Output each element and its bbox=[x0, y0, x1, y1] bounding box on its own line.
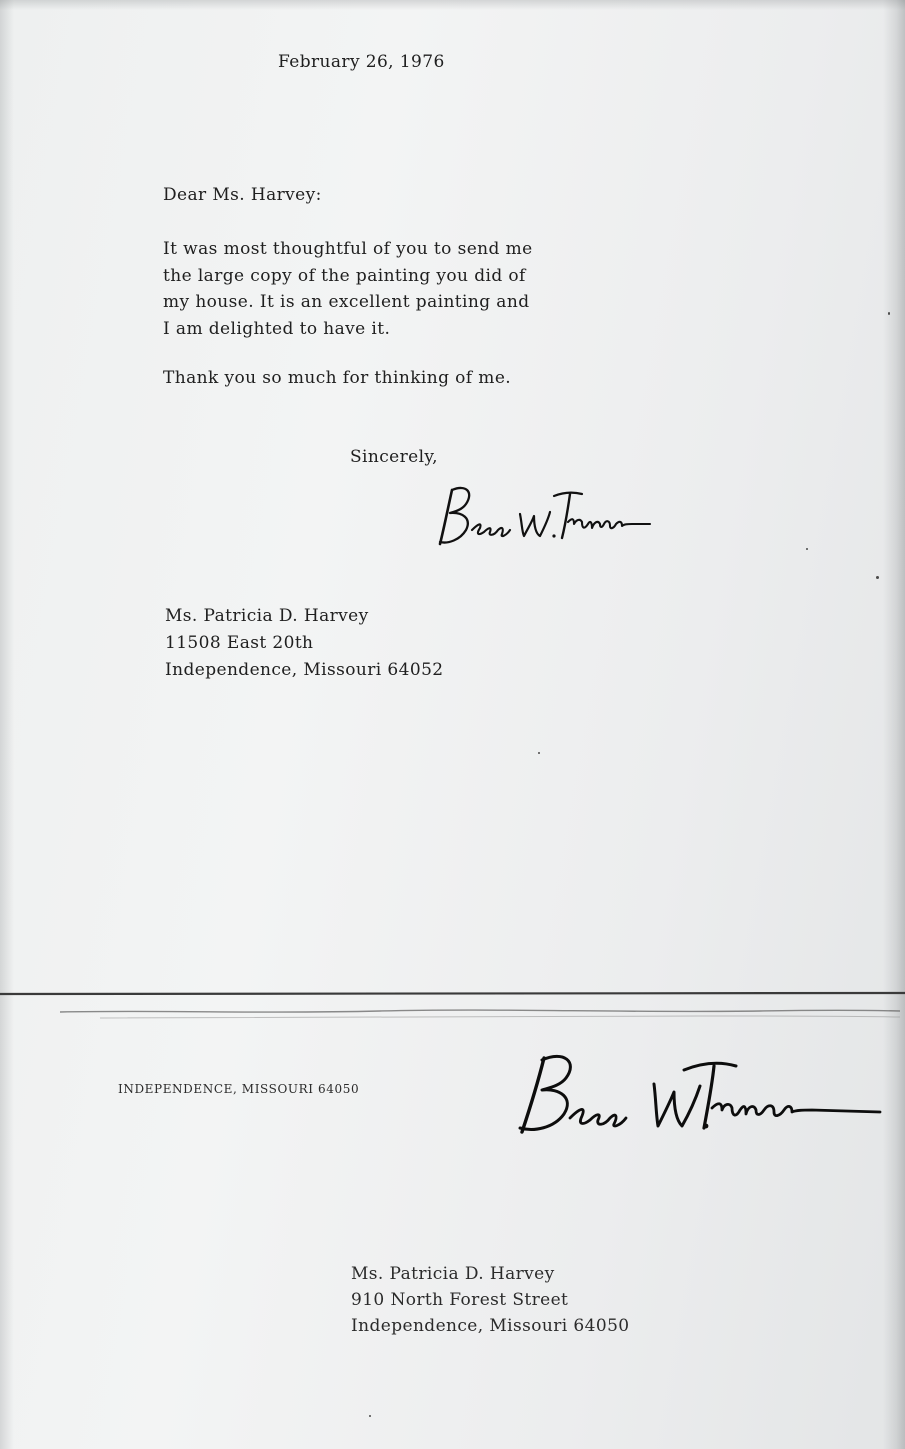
letter-closing: Sincerely, bbox=[350, 447, 438, 467]
page-left-shadow bbox=[0, 0, 14, 1449]
letter-salutation: Dear Ms. Harvey: bbox=[163, 185, 322, 205]
envelope-recipient-name: Ms. Patricia D. Harvey bbox=[351, 1264, 555, 1284]
letter-date: February 26, 1976 bbox=[278, 52, 445, 72]
page-top-shadow bbox=[0, 0, 905, 10]
letter-body bbox=[163, 236, 533, 342]
paper-speck bbox=[538, 752, 540, 754]
recipient-street: 11508 East 20th bbox=[165, 633, 314, 653]
letter-inside-address bbox=[165, 603, 444, 684]
letter-body-line: It was most thoughtful of you to send me bbox=[163, 239, 533, 259]
paper-speck bbox=[888, 312, 890, 315]
letter-signature bbox=[432, 478, 654, 556]
recipient-city: Independence, Missouri 64052 bbox=[165, 660, 444, 680]
envelope-recipient-address bbox=[351, 1261, 630, 1339]
letter-body-line: my house. It is an excellent painting and bbox=[163, 292, 530, 312]
letter-thanks: Thank you so much for thinking of me. bbox=[163, 368, 512, 388]
envelope-return-address: INDEPENDENCE, MISSOURI 64050 bbox=[118, 1082, 360, 1096]
envelope-recipient-street: 910 North Forest Street bbox=[351, 1290, 569, 1310]
paper-speck bbox=[369, 1415, 371, 1417]
page-right-edge bbox=[883, 0, 905, 1449]
paper-speck bbox=[806, 548, 808, 550]
envelope-signature bbox=[508, 1048, 888, 1148]
letter-body-line: the large copy of the painting you did of bbox=[163, 265, 526, 286]
envelope-top-edge bbox=[0, 990, 905, 998]
envelope-recipient-city: Independence, Missouri 64050 bbox=[351, 1316, 630, 1336]
letter-body-line: I am delighted to have it. bbox=[163, 318, 391, 339]
envelope-flap-line bbox=[60, 1004, 900, 1020]
paper-speck bbox=[876, 576, 879, 579]
recipient-name: Ms. Patricia D. Harvey bbox=[165, 606, 369, 626]
